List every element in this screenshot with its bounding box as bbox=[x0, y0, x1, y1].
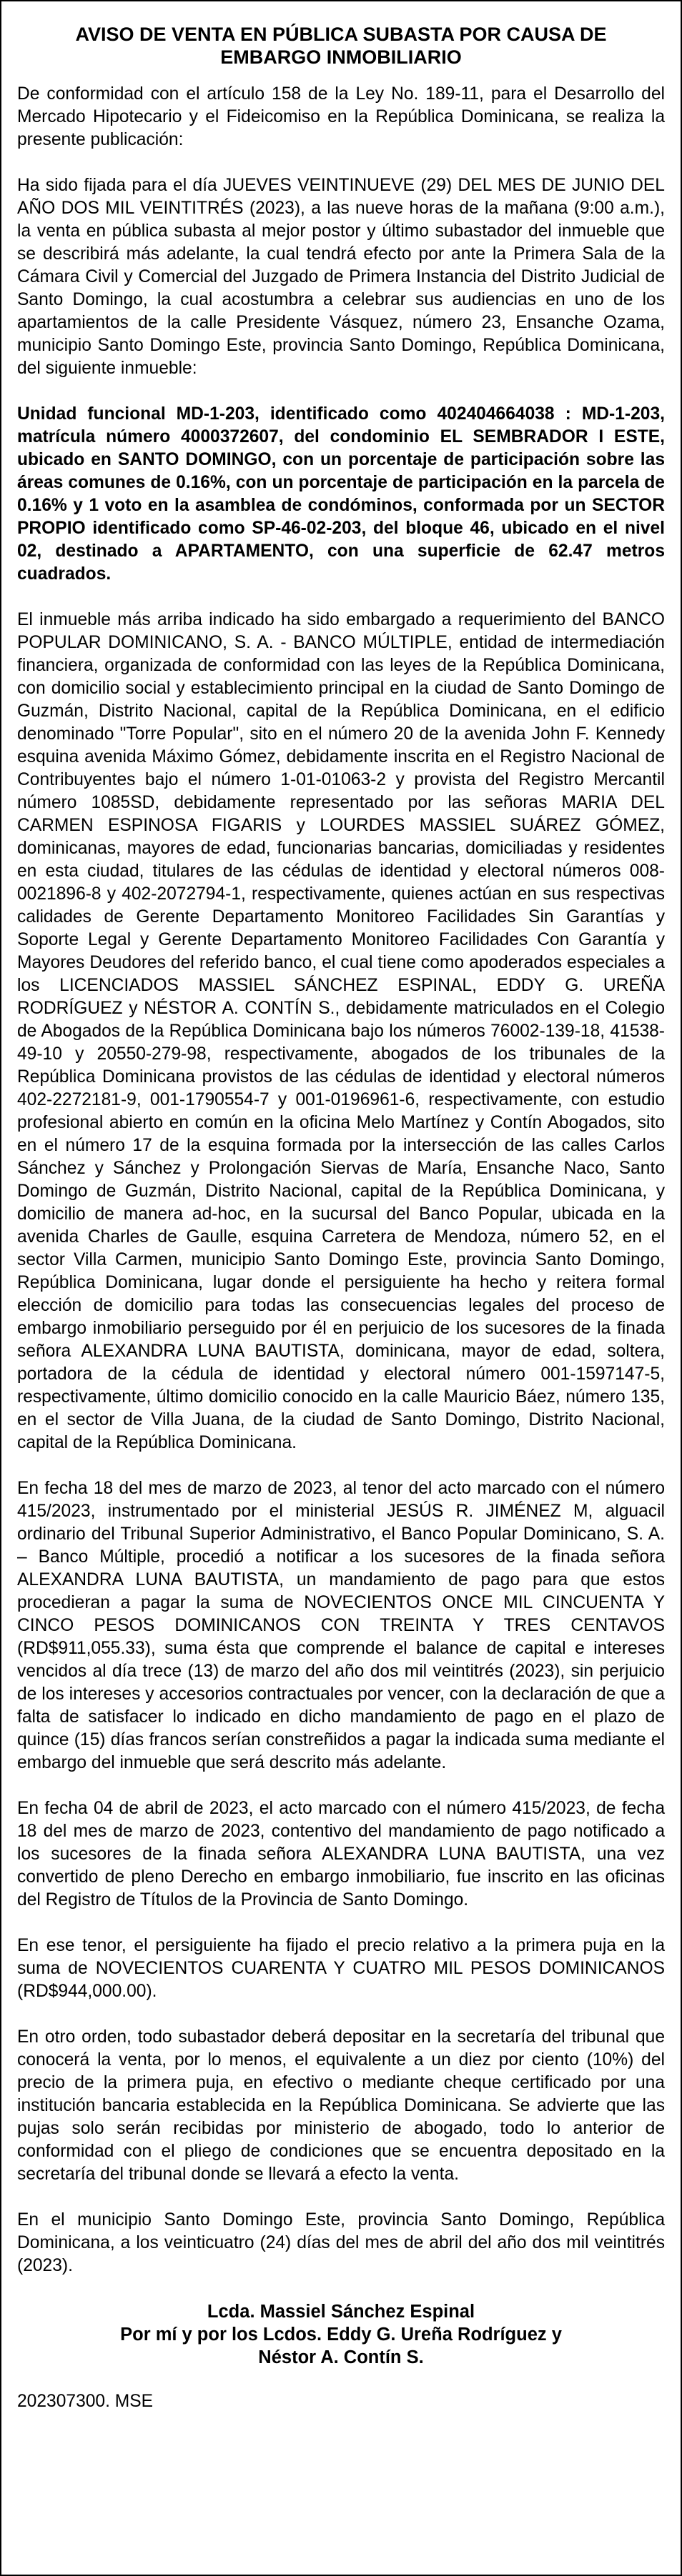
place-date-paragraph: En el municipio Santo Domingo Este, provincia Santo Domingo, República Dominicana, a los veinticuatro (24) días del mes de abril del año dos mil veintitrés (2023). bbox=[17, 2210, 665, 2275]
signature-line-cosigner: Néstor A. Contín S. bbox=[258, 2347, 424, 2367]
publication-reference: 202307300. MSE bbox=[17, 2392, 154, 2411]
deposit-requirement-paragraph: En otro orden, todo subastador deberá depositar en la secretaría del tribunal que conocerá la venta, por lo menos, el equivalente a un diez por ciento (10%) del precio de la primera puja, en efectivo o mediante cheque certificado por una institución bancaria establecida en la República Dominicana. Se advierte que las pujas solo serán recibidas por ministerio de abogado, todo lo anterior de conformidad con el pliego de condiciones que se encuentra depositado en la secretaría del tribunal donde se llevará a efecto la venta. bbox=[17, 2027, 665, 2184]
legal-basis-paragraph: De conformidad con el artículo 158 de la Ley No. 189-11, para el Desarrollo del Mercado Hipotecario y el Fideicomiso en la República Dominicana, se realiza la presente publicación: bbox=[17, 84, 665, 149]
creditor-paragraph: El inmueble más arriba indicado ha sido embargado a requerimiento del BANCO POPULAR DOMINICANO, S. A. - BANCO MÚLTIPLE, entidad de intermediación financiera, organizada de conformidad con las leyes de la República Dominicana, con domicilio social y establecimiento principal en la ciudad de Santo Domingo de Guzmán, Distrito Nacional, capital de la República Dominicana, en el edificio denominado "Torre Popular", sito en el número 20 de la avenida John F. Kennedy esquina avenida Máximo Gómez, debidamente inscrita en el Registro Nacional de Contribuyentes bajo el número 1-01-01063-2 y provista del Registro Mercantil número 1085SD, debidamente representado por las señoras MARIA DEL CARMEN ESPINOSA FIGARIS y LOURDES MASSIEL SUÁREZ GÓMEZ, dominicanas, mayores de edad, funcionarias bancarias, domiciliadas y residentes en esta ciudad, titulares de las cédulas de identidad y electoral números 008-0021896-8 y 402-2072794-1, respectivamente, quienes actúan en sus respectivas calidades de Gerente Departamento Monitoreo Facilidades Sin Garantías y Soporte Legal y Gerente Departamento Monitoreo Facilidades Con Garantía y Mayores Deudores del referido banco, el cual tiene como apoderados especiales a los LICENCIADOS MASSIEL SÁNCHEZ ESPINAL, EDDY G. UREÑA RODRÍGUEZ y NÉSTOR A. CONTÍN S., debidamente matriculados en el Colegio de Abogados de la República Dominicana bajo los números 76002-139-18, 41538-49-10 y 20550-279-98, respectivamente, abogados de los tribunales de la República Dominicana provistos de las cédulas de identidad y electoral números 402-2272181-9, 001-1790554-7 y 001-0196961-6, respectivamente, con estudio profesional abierto en común en la oficina Melo Martínez y Contín Abogados, sito en el número 17 de la esquina formada por la intersección de las calles Carlos Sánchez y Sánchez y Prolongación Siervas de María, Ensanche Naco, Santo Domingo de Guzmán, Distrito Nacional, capital de la República Dominicana, y domicilio de manera ad-hoc, en la sucursal del Banco Popular, ubicada en la avenida Charles de Gaulle, esquina Carretera de Mendoza, número 52, en el sector Villa Carmen, municipio Santo Domingo Este, provincia Santo Domingo, República Dominicana, lugar donde el persiguiente ha hecho y reitera formal elección de domicilio para todas las consecuencias legales del proceso de embargo inmobiliario perseguido por él en perjuicio de los sucesores de la finada señora ALEXANDRA LUNA BAUTISTA, dominicana, mayor de edad, soltera, portadora de la cédula de identidad y electoral número 001-1597147-5, respectivamente, último domicilio conocido en la calle Mauricio Báez, número 135, en el sector de Villa Juana, de la ciudad de Santo Domingo, Distrito Nacional, capital de la República Dominicana. bbox=[17, 610, 665, 1452]
notice-title: AVISO DE VENTA EN PÚBLICA SUBASTA POR CAUSA DE EMBARGO INMOBILIARIO bbox=[75, 24, 607, 68]
payment-order-paragraph: En fecha 18 del mes de marzo de 2023, al tenor del acto marcado con el número 415/2023, instrumentado por el ministerial JESÚS R. JIMÉNEZ M, alguacil ordinario del Tribunal Superior Administrativo, el Banco Popular Dominicano, S. A. – Banco Múltiple, procedió a notificar a los sucesores de la finada señora ALEXANDRA LUNA BAUTISTA, un mandamiento de pago para que estos procedieran a pagar la suma de NOVECIENTOS ONCE MIL CINCUENTA Y CINCO PESOS DOMINICANOS CON TREINTA Y TRES CENTAVOS (RD$911,055.33), suma ésta que comprende el balance de capital e intereses vencidos al día trece (13) de marzo del año dos mil veintitrés (2023), sin perjuicio de los intereses y accesorios contractuales por vencer, con la declaración de que a falta de satisfacer lo indicado en dicho mandamiento de pago en el plazo de quince (15) días francos serían constreñidos a pagar la indicada suma mediante el embargo del inmueble que será descrito más adelante. bbox=[17, 1479, 665, 1772]
signature-block bbox=[17, 2300, 665, 2369]
first-bid-price-paragraph: En ese tenor, el persiguiente ha fijado el precio relativo a la primera puja en la suma de NOVECIENTOS CUARENTA Y CUATRO MIL PESOS DOMINICANOS (RD$944,000.00). bbox=[17, 1936, 665, 2001]
property-description-paragraph: Unidad funcional MD-1-203, identificado como 402404664038 : MD-1-203, matrícula número 4000372607, del condominio EL SEMBRADOR I ESTE, ubicado en SANTO DOMINGO, con un porcentaje de participación sobre las áreas comunes de 0.16%, con un porcentaje de participación en la parcela de 0.16% y 1 voto en la asamblea de condóminos, conformada por un SECTOR PROPIO identificado como SP-46-02-203, del bloque 46, ubicado en el nivel 02, destinado a APARTAMENTO, con una superficie de 62.47 metros cuadrados. bbox=[17, 404, 665, 584]
signature-line-name: Lcda. Massiel Sánchez Espinal bbox=[207, 2302, 475, 2322]
registration-paragraph: En fecha 04 de abril de 2023, el acto marcado con el número 415/2023, de fecha 18 del mes de marzo de 2023, contentivo del mandamiento de pago notificado a los sucesores de la finada señora ALEXANDRA LUNA BAUTISTA, una vez convertido de pleno Derecho en embargo inmobiliario, fue inscrito en las oficinas del Registro de Títulos de la Provincia de Santo Domingo. bbox=[17, 1799, 665, 1909]
signature-line-on-behalf: Por mí y por los Lcdos. Eddy G. Ureña Rodríguez y bbox=[120, 2325, 562, 2345]
auction-date-paragraph: Ha sido fijada para el día JUEVES VEINTINUEVE (29) DEL MES DE JUNIO DEL AÑO DOS MIL VEINTITRÉS (2023), a las nueve horas de la mañana (9:00 a.m.), la venta en pública subasta al mejor postor y último subastador del inmueble que se describirá más adelante, la cual tendrá efecto por ante la Primera Sala de la Cámara Civil y Comercial del Juzgado de Primera Instancia del Distrito Judicial de Santo Domingo, la cual acostumbra a celebrar sus audiencias en uno de los apartamientos de la calle Presidente Vásquez, número 23, Ensanche Ozama, municipio Santo Domingo Este, provincia Santo Domingo, República Dominicana, del siguiente inmueble: bbox=[17, 176, 665, 378]
